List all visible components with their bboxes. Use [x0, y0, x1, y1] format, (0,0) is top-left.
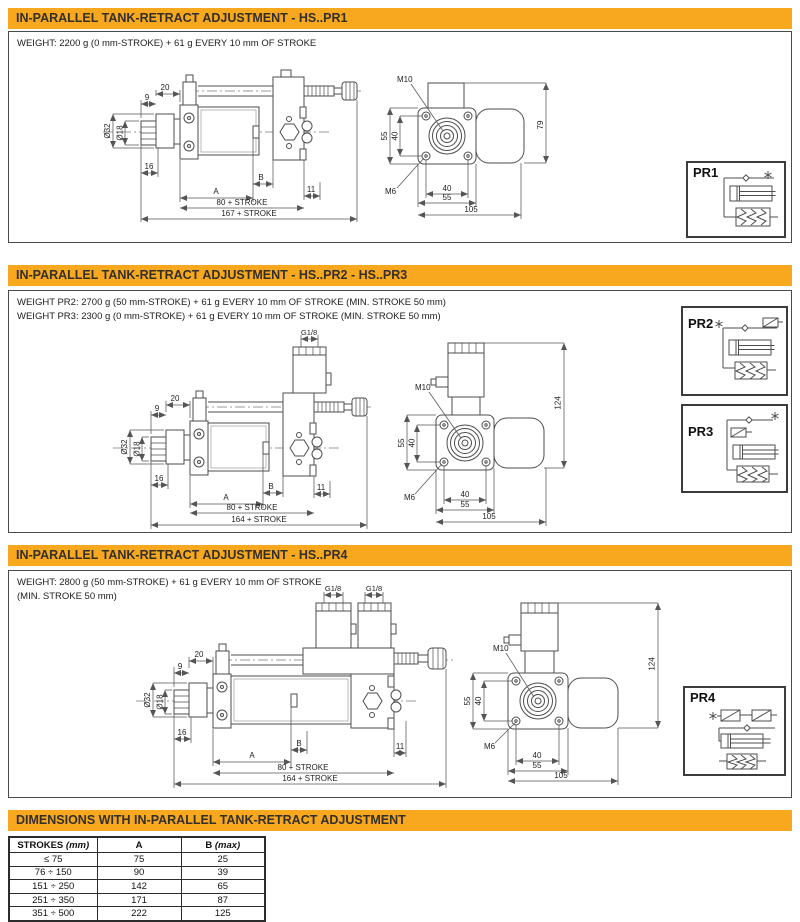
dim-label: 11 — [306, 185, 316, 194]
throttle-symbol — [746, 417, 752, 423]
cylinder-side-view — [136, 584, 454, 729]
dim-label: 79 — [536, 120, 545, 130]
schematic-label: PR3 — [688, 424, 714, 439]
dim-label: A — [249, 751, 255, 760]
dim-label: 20 — [194, 650, 204, 659]
dim-label: 55 — [442, 193, 452, 202]
dim-label: B — [258, 173, 264, 182]
section-header-dimensions: DIMENSIONS WITH IN-PARALLEL TANK-RETRACT ADJUSTMENT — [8, 810, 792, 831]
cylinder-symbol — [721, 734, 763, 748]
thread-label: M6 — [404, 493, 416, 502]
dim-label: 124 — [647, 657, 657, 671]
cylinder-symbol — [729, 340, 771, 355]
dim-label: A — [223, 493, 229, 502]
weight-note: WEIGHT PR2: 2700 g (50 mm-STROKE) + 61 g EVERY 10 mm OF STROKE (MIN. STROKE 50 mm) — [17, 297, 446, 308]
dim-label: 55 — [463, 696, 472, 706]
cylinder-side-view — [103, 70, 363, 160]
technical-drawing-pr2-pr3 — [9, 291, 793, 534]
dim-label: 105 — [464, 205, 478, 214]
dim-label: 40 — [442, 184, 452, 193]
thread-label: M10 — [415, 383, 431, 392]
pneumatic-schematic-pr2 — [713, 312, 785, 390]
valve-side — [293, 355, 326, 393]
valve-body-front — [476, 109, 524, 163]
throttle-symbol — [744, 725, 750, 731]
a-cell: 90 — [97, 866, 181, 880]
b-cell: 65 — [181, 880, 265, 894]
dim-label: 40 — [407, 438, 417, 448]
dim-label: Ø32 — [143, 692, 152, 708]
dim-label: 11 — [395, 742, 405, 751]
section-panel-pr4 — [8, 570, 792, 798]
schematic-box-pr4 — [683, 686, 786, 776]
dim-label: 40 — [390, 131, 400, 141]
dim-label: 20 — [170, 394, 180, 403]
dim-label: Ø18 — [132, 441, 142, 457]
thread-label: M10 — [493, 644, 509, 653]
strokes-cell: 251 ÷ 350 — [9, 893, 97, 907]
valve-body-front — [568, 678, 618, 728]
schematic-box-pr2 — [681, 306, 788, 396]
col-header-a: A — [97, 837, 181, 853]
asterisk-symbol — [772, 412, 779, 420]
col-header-b: B (max) — [181, 837, 265, 853]
dim-label: Ø32 — [120, 439, 129, 455]
section-header-pr4: IN-PARALLEL TANK-RETRACT ADJUSTMENT - HS..PR4 — [8, 545, 792, 566]
b-cell: 39 — [181, 866, 265, 880]
dim-label: 55 — [460, 500, 470, 509]
valve-front — [521, 613, 558, 651]
valve-side — [358, 611, 391, 648]
pneumatic-schematic-pr1 — [716, 168, 784, 234]
dim-label: 16 — [144, 162, 154, 171]
dim-label: 80 + STROKE — [226, 503, 278, 512]
dim-label: 40 — [474, 696, 483, 706]
a-cell: 142 — [97, 880, 181, 894]
schematic-box-pr3 — [681, 404, 788, 493]
table-row — [9, 880, 265, 894]
dim-label: A — [213, 187, 219, 196]
dim-label: 105 — [482, 512, 496, 521]
a-cell: 75 — [97, 853, 181, 867]
dim-label: B — [268, 482, 274, 491]
table-row — [9, 893, 265, 907]
dim-label: 55 — [532, 761, 542, 770]
throttle-symbol — [743, 175, 749, 181]
dim-label: Ø18 — [155, 694, 165, 710]
dim-label: 16 — [154, 474, 164, 483]
section-panel-pr2-pr3 — [8, 290, 792, 533]
valve-side — [316, 611, 351, 648]
table-row — [9, 853, 265, 867]
dim-label: 40 — [532, 751, 542, 760]
cylinder-side-view — [113, 328, 373, 476]
dim-label: 124 — [553, 396, 563, 410]
strokes-cell: ≤ 75 — [9, 853, 97, 867]
schematic-label: PR1 — [693, 165, 719, 180]
a-cell: 222 — [97, 907, 181, 921]
dim-label: Ø18 — [115, 125, 125, 141]
technical-drawing-pr1 — [9, 32, 793, 244]
adjust-knob — [342, 82, 357, 100]
asterisk-symbol — [710, 712, 717, 720]
section-header-pr2-pr3: IN-PARALLEL TANK-RETRACT ADJUSTMENT - HS..PR2 - HS..PR3 — [8, 265, 792, 286]
cylinder-front-view — [463, 603, 658, 785]
dim-label: 105 — [554, 771, 568, 780]
a-cell: 171 — [97, 893, 181, 907]
dim-label: 55 — [397, 438, 406, 448]
thread-label: M10 — [397, 75, 413, 84]
thread-label: M6 — [484, 742, 496, 751]
schematic-box-pr1 — [686, 161, 786, 238]
dim-label: 20 — [160, 83, 170, 92]
dim-label: Ø32 — [103, 123, 112, 139]
b-cell: 25 — [181, 853, 265, 867]
section-header-pr1: IN-PARALLEL TANK-RETRACT ADJUSTMENT - HS..PR1 — [8, 8, 792, 29]
technical-drawing-pr4 — [9, 571, 793, 799]
throttle-symbol — [742, 325, 748, 331]
thread-label: M6 — [385, 187, 397, 196]
section-panel-pr1 — [8, 31, 792, 243]
dim-label: 80 + STROKE — [216, 198, 268, 207]
cylinder-front-view — [397, 343, 564, 526]
dim-label: B — [296, 739, 302, 748]
dim-label: 9 — [177, 662, 183, 671]
dim-label: 80 + STROKE — [277, 763, 329, 772]
dim-label: 164 + STROKE — [231, 515, 287, 524]
valve-body-front — [494, 418, 544, 468]
strokes-cell: 151 ÷ 250 — [9, 880, 97, 894]
weight-note: (MIN. STROKE 50 mm) — [17, 591, 117, 602]
weight-note: WEIGHT: 2800 g (50 mm-STROKE) + 61 g EVERY 10 mm OF STROKE — [17, 577, 322, 588]
port-label: G1/8 — [365, 584, 383, 593]
dim-label: 9 — [154, 404, 160, 413]
table-header-row — [9, 837, 265, 853]
b-cell: 125 — [181, 907, 265, 921]
dim-label: 164 + STROKE — [282, 774, 338, 783]
pneumatic-schematic-pr3 — [713, 408, 785, 490]
pneumatic-schematic-pr4 — [707, 700, 783, 774]
dimensions-table — [8, 836, 266, 922]
dim-label: 55 — [380, 131, 389, 141]
strokes-cell: 76 ÷ 150 — [9, 866, 97, 880]
dim-label: 9 — [144, 93, 150, 102]
valve-front — [448, 353, 484, 397]
asterisk-symbol — [716, 320, 723, 328]
cylinder-symbol — [730, 186, 772, 201]
schematic-label: PR2 — [688, 316, 714, 331]
port-label: G1/8 — [324, 584, 342, 593]
table-row — [9, 866, 265, 880]
port-label: G1/8 — [300, 328, 318, 337]
dim-label: 40 — [460, 490, 470, 499]
b-cell: 87 — [181, 893, 265, 907]
dim-label: 11 — [316, 483, 326, 492]
schematic-label: PR4 — [690, 690, 716, 705]
dim-label: 167 + STROKE — [221, 209, 277, 218]
weight-note: WEIGHT PR3: 2300 g (0 mm-STROKE) + 61 g EVERY 10 mm OF STROKE (MIN. STROKE 50 mm) — [17, 311, 441, 322]
cylinder-front-view — [380, 75, 546, 219]
dim-label: 16 — [177, 728, 187, 737]
valve-manifold — [303, 648, 394, 674]
weight-note: WEIGHT: 2200 g (0 mm-STROKE) + 61 g EVERY 10 mm OF STROKE — [17, 38, 317, 49]
col-header-strokes: STROKES (mm) — [9, 837, 97, 853]
strokes-cell: 351 ÷ 500 — [9, 907, 97, 921]
cylinder-symbol — [733, 445, 775, 459]
